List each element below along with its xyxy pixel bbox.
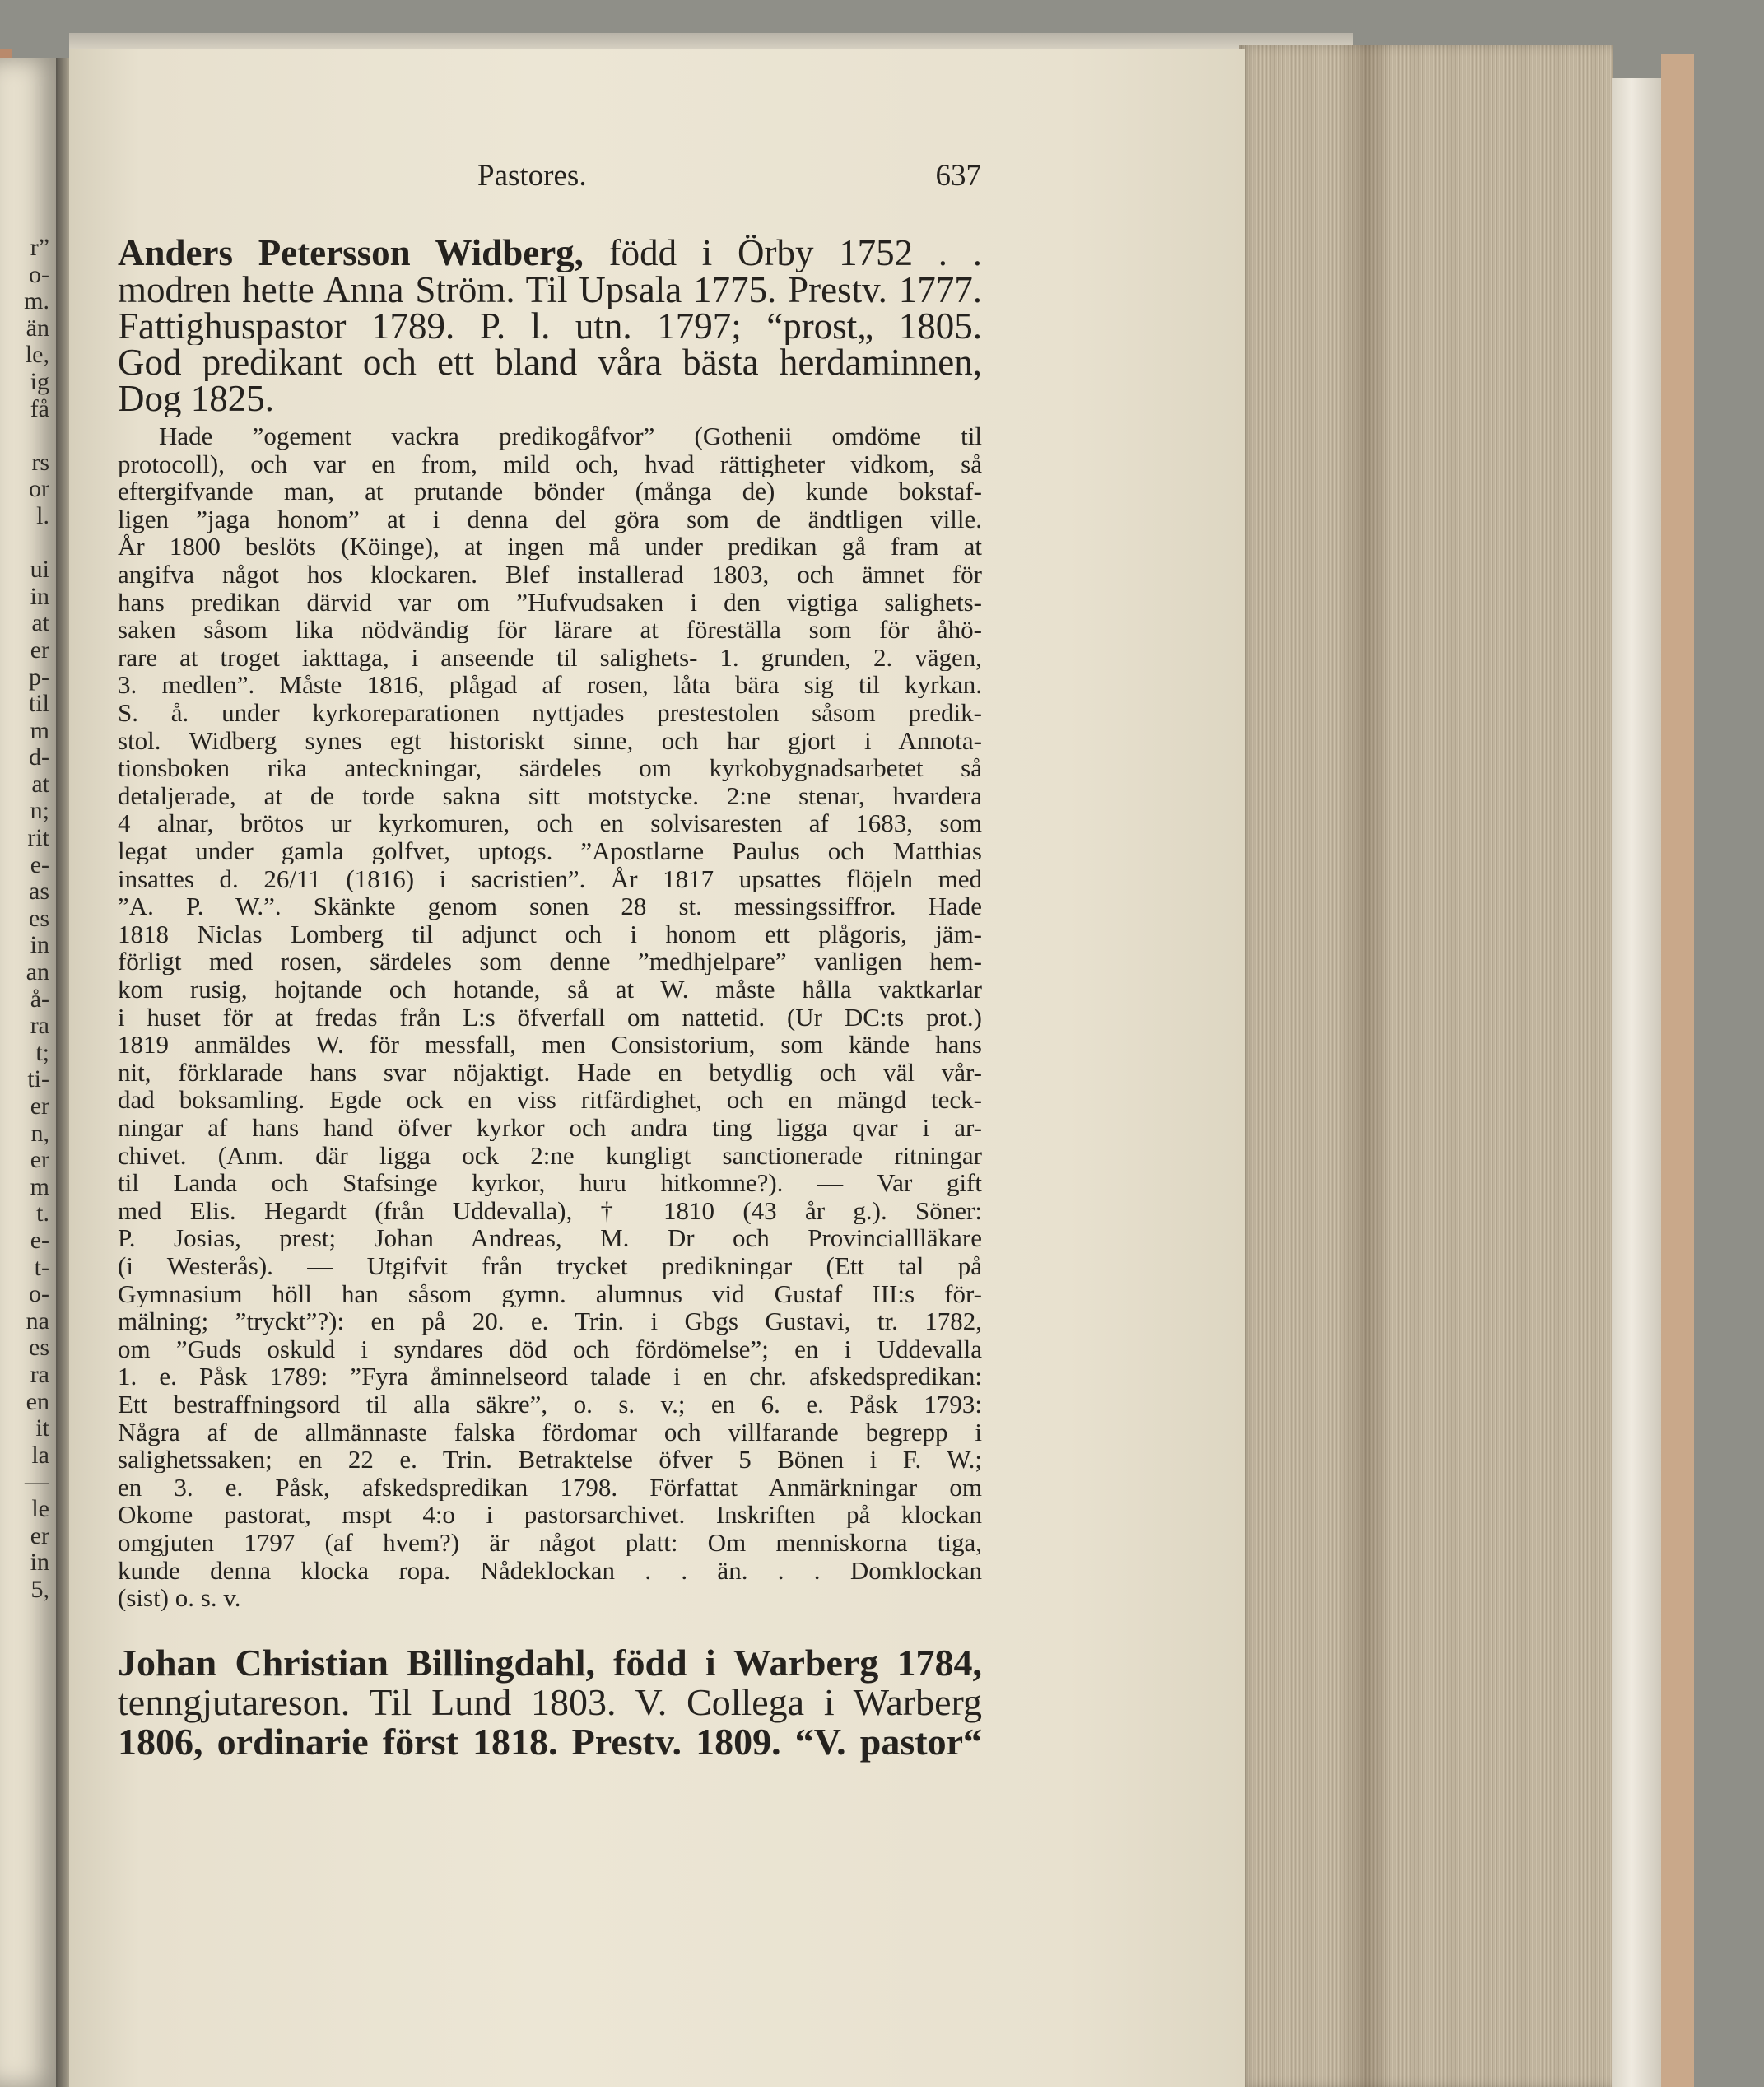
body-text-line: rare at troget iakttaga, i anseende til salighets- 1. grunden, 2. vägen, [118,643,982,671]
entry-heading-line: tenngjutareson. Til Lund 1803. V. Collega i Warberg [118,1682,982,1723]
entry-heading-line: God predikant och ett bland våra bästa herdaminnen, [118,343,982,381]
body-text-line: förligt med rosen, särdeles som denne ”medhjelpare” vanligen hem- [118,948,982,976]
body-text-line: kom rusig, hojtande och hotande, så at W. måste hålla vaktkarlar [118,976,982,1003]
left-fragment: m [30,1173,49,1200]
left-fragment: an [26,959,49,986]
left-fragment: or [29,476,49,503]
page-stack-shadow [1342,45,1391,2087]
body-text-line: P. Josias, prest; Johan Andreas, M. Dr och Provinciallläkare [118,1224,982,1252]
entry-heading-line: Johan Christian Billingdahl, född i Warberg 1784, [118,1642,982,1684]
body-text-line: (sist) o. s. v. [118,1584,241,1612]
body-text-line: 1819 anmäldes W. för messfall, men Consistorium, som kände hans [118,1031,982,1059]
body-text-line: 3. medlen”. Måste 1816, plågad af rosen, låta bära sig til kyrkan. [118,671,982,699]
body-text-line: ligen ”jaga honom” at i denna del göra som de ändtligen ville. [118,505,982,533]
left-fragment: ra [30,1361,49,1388]
left-fragment: r” [30,235,49,261]
body-text-line: Gymnasium höll han såsom gymn. alumnus vid Gustaf III:s för- [118,1279,982,1307]
left-fragment: er [30,1093,49,1120]
left-fragment: la [31,1442,49,1469]
entry-name: Anders Petersson Widberg, [118,234,584,272]
left-fragment: l. [36,502,49,529]
left-fragment: t; [35,1039,49,1066]
body-text-line: salighetssaken; en 22 e. Trin. Betraktelse öfver 5 Bönen i F. W.; [118,1446,982,1474]
body-text-line: År 1800 beslöts (Köinge), at ingen må under predikan gå fram at [118,533,982,561]
left-fragment: at [31,610,49,637]
left-fragment: n; [30,798,49,825]
left-fragment: t. [36,1200,49,1228]
entry-heading-line: modren hette Anna Ström. Til Upsala 1775. Prestv. 1777. [118,271,982,309]
left-fragment: ui [30,557,49,584]
body-text-line: hans predikan därvid var om ”Hufvudsaken i den vigtiga salighets- [118,588,982,616]
left-fragment: e- [30,851,49,878]
left-fragment: o- [29,261,49,288]
body-text-line: tionsboken rika anteckningar, särdeles om kyrkobygnadsarbetet så [118,754,982,782]
body-text-line: Ett bestraffningsord til alla säkre”, o. s. v.; en 6. e. Påsk 1793: [118,1391,982,1418]
body-text-line: nit, förklarade hans svar nöjaktigt. Hade en betydlig och väl vår- [118,1058,982,1086]
body-text-line: chivet. (Anm. där ligga ock 2:ne kungligt sanctionerade ritningar [118,1141,982,1169]
body-text-line: i huset för at fredas från L:s öfverfall om nattetid. (Ur DC:ts prot.) [118,1003,982,1031]
running-title: Pastores. [477,159,587,193]
page-top-edge [69,33,1353,51]
left-fragment: än [26,314,49,342]
left-fragment: in [30,583,49,610]
left-fragment [0,530,49,557]
left-fragment: p- [29,664,49,691]
entry-heading-line: Dog 1825. [118,380,274,417]
left-fragment: at [31,771,49,798]
entry-heading-line: Fattighuspastor 1789. P. l. utn. 1797; “prost„ 1805. [118,307,982,345]
left-fragment: til [28,691,49,718]
body-text-line: stol. Widberg synes egt historiskt sinne, och har gjort i Annota- [118,726,982,754]
left-fragment: na [26,1307,49,1335]
body-text-line: 1818 Niclas Lomberg til adjunct och i honom ett plågoris, jäm- [118,920,982,948]
body-text-line: eftergifvande man, at prutande bönder (många de) kunde bokstaf- [118,477,982,505]
left-fragment: er [30,1147,49,1174]
left-fragment: e- [30,1227,49,1254]
left-fragment: le [31,1495,49,1522]
left-fragment: d- [29,744,49,771]
body-text-line: omgjuten 1797 (af hvem?) är något platt: Om menniskorna tiga, [118,1529,982,1556]
body-text-line: detaljerade, at de torde sakna sitt motstycke. 2:ne stenar, hvardera [118,781,982,809]
body-text-line: dad boksamling. Egde ock en viss ritfärdighet, och en mängd teck- [118,1086,982,1114]
left-fragment: it [35,1415,49,1442]
left-fragment: m [30,717,49,744]
entry-heading-line: Anders Petersson Widberg, född i Örby 1752 . . [118,234,982,272]
body-text-line: ”A. P. W.”. Skänkte genom sonen 28 st. messingssiffror. Hade [118,892,982,920]
body-text-line: S. å. under kyrkoreparationen nyttjades prestestolen såsom predik- [118,699,982,726]
left-fragment: n, [30,1120,49,1147]
body-text-line: Okome pastorat, mspt 4:o i pastorsarchivet. Inskriften på klockan [118,1501,982,1529]
left-fragment: es [29,1335,49,1362]
body-text-line: en 3. e. Påsk, afskedspredikan 1798. Författat Anmärkningar om [118,1473,982,1501]
left-fragment: ig [30,368,49,395]
body-text-line: insattes d. 26/11 (1816) i sacristien”. År 1817 upsattes flöjeln med [118,864,982,892]
left-fragment: in [30,932,49,959]
left-fragment: es [29,905,49,932]
book-cover-border [1661,54,1694,2087]
body-text-line: legat under gamla golfvet, uptogs. ”Apostlarne Paulus och Matthias [118,837,982,864]
body-text-line: mälning; ”tryckt”?): en på 20. e. Trin. i Gbgs Gustavi, tr. 1782, [118,1307,982,1335]
left-fragment: rs [31,449,49,476]
left-fragment: få [30,395,49,422]
body-text-line: Hade ”ogement vackra predikogåfvor” (Gothenii omdöme til [159,422,982,450]
body-text-line: 4 alnar, brötos ur kyrkomuren, och en solvisaresten af 1683, som [118,809,982,837]
left-fragment: le, [25,342,49,369]
left-fragment: in [30,1549,49,1577]
left-fragment: t- [34,1254,49,1281]
body-text-line: til Landa och Stafsinge kyrkor, huru hitkomne?). — Var gift [118,1169,982,1197]
body-text-line: (i Westerås). — Utgifvit från trycket predikningar (Ett tal på [118,1252,982,1279]
body-text-line: saken såsom lika nödvändig för lärare at föreställa som för åhö- [118,616,982,644]
running-header [477,158,981,199]
left-fragment: o- [29,1281,49,1308]
page-stack-edges [1239,45,1613,2087]
left-fragment: rit [27,825,49,852]
left-fragment: ti- [27,1066,49,1093]
left-fragment: — [25,1469,49,1496]
previous-page-text-fragments [0,235,49,1603]
left-fragment: er [30,636,49,664]
body-text-line: kunde denna klocka ropa. Nådeklockan . . än. . . Domklockan [118,1556,982,1584]
left-fragment [0,422,49,450]
book-cover-edge [1612,78,1661,2087]
entry-heading-line: 1806, ordinarie först 1818. Prestv. 1809. “V. pastor“ [118,1721,982,1763]
left-fragment: en [26,1388,49,1415]
body-text-line: angifva något hos klockaren. Blef installerad 1803, och ämnet för [118,561,982,588]
page-number: 637 [935,159,981,193]
left-fragment: as [29,878,49,906]
body-text-line: protocoll), och var en from, mild och, hvad rättigheter vidkom, så [118,450,982,477]
body-text-line: Några af de allmännaste falska fördomar och villfarande begrepp i [118,1418,982,1446]
left-fragment: å- [30,985,49,1013]
left-fragment: er [30,1522,49,1549]
body-text-line: med Elis. Hegardt (från Uddevalla), † 1810 (43 år g.). Söner: [118,1196,982,1224]
body-text-line: ningar af hans hand öfver kyrkor och andra ting ligga qvar i ar- [118,1114,982,1141]
left-fragment: m. [24,288,49,315]
body-text-line: 1. e. Påsk 1789: ”Fyra åminnelseord talade i en chr. afskedspredikan: [118,1363,982,1391]
body-text-line: om ”Guds oskuld i syndares död och fördömelse”; en i Uddevalla [118,1335,982,1363]
left-fragment: ra [30,1013,49,1040]
left-fragment: 5, [30,1576,49,1603]
